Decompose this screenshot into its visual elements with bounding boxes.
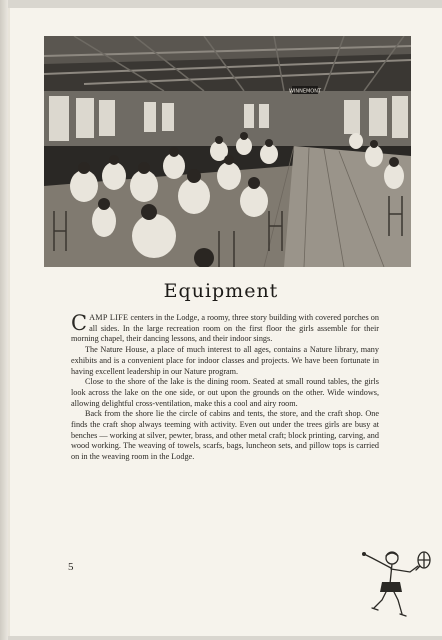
section-title: Equipment bbox=[163, 280, 279, 302]
paragraph-3: Close to the shore of the lake is the dining room. Seated at small round tables, the girls look across the lake on the one side, or out upon the grounds on the other. Wide windows, allowing delightful cross-ventilation, make this a cool and airy room. bbox=[71, 377, 379, 408]
dining-room-photo bbox=[44, 36, 411, 267]
tennis-girl-illustration bbox=[352, 548, 434, 622]
body-text bbox=[71, 313, 379, 463]
paragraph-1-text: centers in the Lodge, a roomy, three story building with covered porches on all sides. In the large recreation room on the first floor the girls assemble for their morning chapel, their dancing lessons, and their indoor sings. bbox=[71, 313, 379, 344]
page-edge bbox=[0, 0, 8, 640]
wall-sign: WINNEMONT bbox=[288, 88, 322, 95]
drop-cap: C bbox=[71, 311, 88, 335]
paragraph-2: The Nature House, a place of much interest to all ages, contains a Nature library, many exhibits and is a convenient place for indoor classes and projects. We have been fortunate in having excellent leadership in our Nature program. bbox=[71, 345, 379, 376]
paragraph-4: Back from the shore lie the circle of cabins and tents, the store, and the craft shop. One finds the craft shop always teeming with activity. Even out under the trees girls are busy at benches — working at silver, pewter, brass, and other metal craft; block printing, carving, and wood working. The weaving of towels, scarfs, bags, luncheon sets, and pillow tops is carried on in the weaving room in the Lodge. bbox=[71, 409, 379, 462]
page-number: 5 bbox=[68, 561, 74, 573]
paragraph-1 bbox=[71, 313, 379, 345]
lead-in: AMP LIFE bbox=[89, 313, 129, 322]
